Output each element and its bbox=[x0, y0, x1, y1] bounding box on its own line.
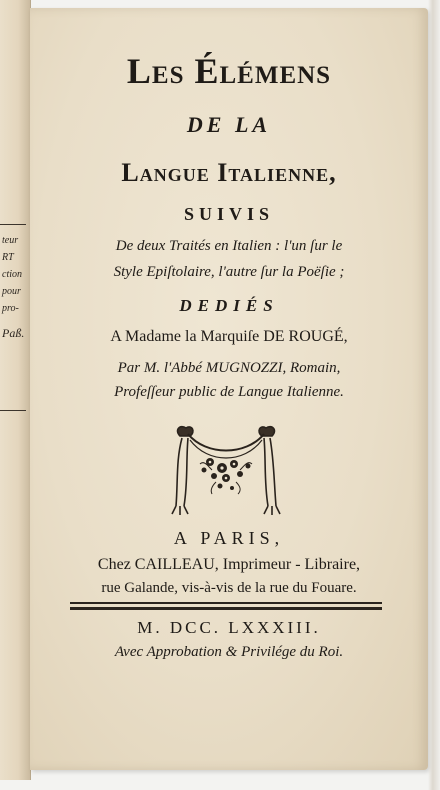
previous-page-fragment: pour bbox=[2, 286, 21, 297]
previous-page-fragment: RT bbox=[2, 252, 14, 263]
imprint-date: M. DCC. LXXXIII. bbox=[137, 618, 321, 637]
previous-page-edge bbox=[0, 0, 31, 780]
title-page bbox=[30, 8, 428, 770]
imprint-address: rue Galande, vis-à-vis de la rue du Fouare. bbox=[101, 580, 357, 596]
author-line: Par M. l'Abbé MUGNOZZI, Romain, bbox=[117, 360, 341, 376]
previous-page-fragment: teur bbox=[2, 235, 19, 246]
treatises-line-1: De deux Traités en Italien : l'un ſur le bbox=[115, 238, 343, 254]
book-subject: Langue Italienne, bbox=[121, 158, 337, 187]
previous-page-text bbox=[2, 232, 24, 342]
previous-page-fragment: pro- bbox=[2, 303, 19, 314]
double-rule-divider bbox=[70, 602, 382, 612]
author-title: Profeſſeur public de Langue Italienne. bbox=[114, 384, 344, 400]
rule-thick bbox=[70, 607, 382, 610]
rule-thin bbox=[70, 602, 382, 604]
previous-page-fragment: ction bbox=[2, 269, 22, 280]
previous-page-rule bbox=[0, 410, 26, 411]
floral-garland-ornament-icon bbox=[166, 420, 286, 520]
imprint-place: A PARIS, bbox=[173, 528, 285, 548]
page-edge bbox=[428, 0, 440, 790]
treatises-line-2: Style Epiſtolaire, l'autre ſur la Poëſie ; bbox=[113, 264, 345, 280]
title-connector: DE LA bbox=[186, 112, 272, 137]
dedication-heading: DEDIÉS bbox=[179, 296, 279, 315]
imprint-publisher: Chez CAILLEAU, Imprimeur - Libraire, bbox=[97, 556, 361, 573]
previous-page-fragment: Paß. bbox=[2, 326, 25, 340]
privilege-line: Avec Approbation & Privilége du Roi. bbox=[114, 644, 344, 660]
previous-page-rule bbox=[0, 224, 26, 225]
dedicatee: A Madame la Marquiſe DE ROUGÉ, bbox=[110, 328, 348, 345]
suivis-heading: SUIVIS bbox=[183, 204, 275, 224]
book-title: Les Élémens bbox=[126, 51, 332, 91]
